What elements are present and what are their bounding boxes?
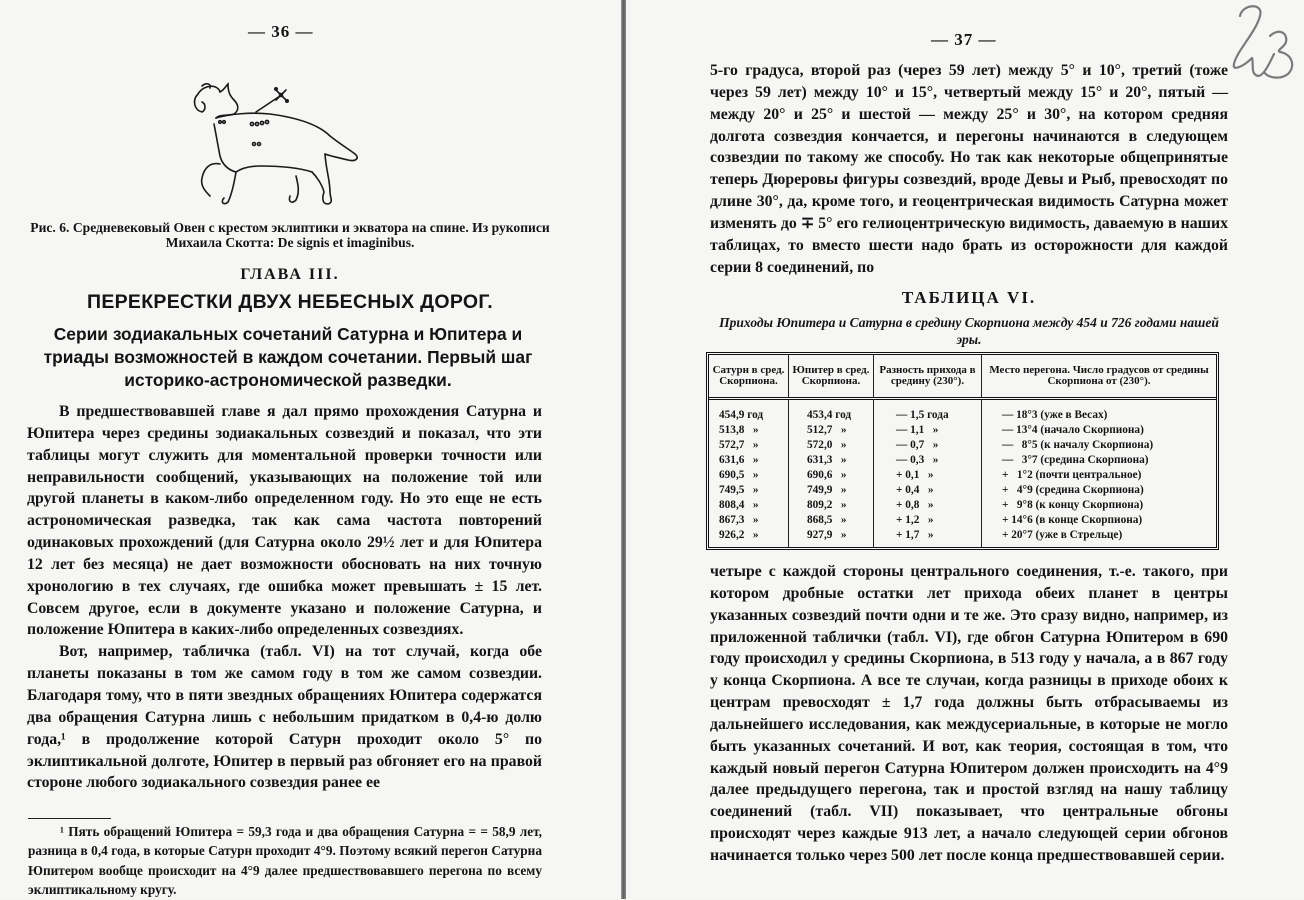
table-cell: — 8°5 (к началу Скорпиона) [1002, 439, 1154, 451]
chapter-subtitle: Серии зодиакальных сочетаний Сатурна и Юпитера и триады возможностей в каждом сочетании. Первый шаг историко-астрономической разведки. [43, 324, 533, 390]
right-body-text-top: 5-го градуса, второй раз (через 59 лет) между 5° и 10°, третий (тоже через 59 лет) между 10° и 15°, четвертый между 15° и 20°, пятый — между 20° и 25° и шестой — между 25° и 30°, на котором средняя долгота созвездия кончается, и перегоны начинаются в следующем созвездии по такому же способу. Но так как некоторые общепринятые теперь Дюреровы фигуры созвездий, вроде Девы и Рыб, превосходят по длине 30°, да, кроме того, и геоцентрическая видимость Сатурна может изменять до ∓ 5° его гелиоцентрическую видимость, даваемую в наших таблицах, то вместо шести надо брать из осторожности для каждой серии 8 соединений, по [710, 62, 1228, 276]
table-cell: 454,9 год [719, 409, 764, 421]
data-table [706, 352, 1219, 550]
table-cell: + 4°9 (средина Скорпиона) [1002, 484, 1144, 496]
table-cell: — 3°7 (средина Скорпиона) [1002, 454, 1149, 466]
table-cell: 513,8 » [719, 424, 759, 436]
table-cell: — 0,7 » [896, 439, 939, 451]
table-cell: 512,7 » [807, 424, 847, 436]
handwritten-folio-number [1230, 2, 1304, 82]
figure-caption: Рис. 6. Средневековый Овен с крестом эклиптики и экватора на спине. Из рукописи Михаила Скотта: De signis et imaginibus. [30, 220, 550, 250]
table-cell: 453,4 год [807, 409, 852, 421]
table-cell: 867,3 » [719, 514, 759, 526]
chapter-title: ПЕРЕКРЕСТКИ ДВУХ НЕБЕСНЫХ ДОРОГ. [87, 291, 493, 313]
table-cell: 690,6 » [807, 469, 847, 481]
table-header-cell: Место перегона. Число градусов от средины Скорпиона от (230°). [989, 363, 1209, 387]
page-number: — 36 — [248, 22, 314, 41]
table-header-cell: Юпитер в сред. Скорпиона. [789, 355, 874, 397]
table-header-cell: Разность прихода в средину (230°). [874, 355, 982, 397]
table-title: ТАБЛИЦА VI. [901, 288, 1037, 307]
table-cell: 631,3 » [807, 454, 847, 466]
table-column-difference [874, 400, 982, 548]
table-cell: 809,2 » [807, 499, 847, 511]
footnote: ¹ Пять обращений Юпитера = 59,3 года и два обращения Сатурна = = 58,9 лет, разница в 0,4 года, в которые Сатурн проходит 4°9. Поэтому всякий перегон Сатурна Юпитером вообще происходит на 4°9 далее предшествовавшего перегона по всему эклиптикальному кругу. [28, 824, 542, 898]
table-caption: Приходы Юпитера и Сатурна в средину Скорпиона между 454 и 726 годами нашей эры. [719, 315, 1219, 347]
table-cell: 926,2 » [719, 529, 759, 541]
right-body-text-bottom: четыре с каждой стороны центрального соединения, т.-е. такого, при котором дробные остатки лет прихода обеих планет в центры указанных созвездий почти одни и те же. Это сразу видно, например, из приложенной таблички (табл. VI), где обгон Сатурна Юпитером в 690 году происходил у средины Скорпиона, в 513 году у начала, а в 867 году у конца Скорпиона. А все те случаи, когда разницы в приходе обоих к центрам превосходят ± 1,7 года должны быть отбрасываемы из дальнейшего исследования, как междусериальные, в которые не могло быть указанных сочетаний. И вот, как теория, состоящая в том, что каждый новый перегон Сатурна Юпитером должен происходить на 4°9 далее предыдущего перегона, так и простой взгляд на нашу таблицу соединений (табл. VII) показывает, что центральные обгоны происходят через каждые 913 лет, а начало следующей серии обгонов начинается только через 500 лет после конца предшествовавшей серии. [710, 563, 1228, 864]
table-cell: 927,9 » [807, 529, 847, 541]
table-cell: + 20°7 (уже в Стрельце) [1002, 529, 1123, 541]
table-cell: + 9°8 (к концу Скорпиона) [1002, 499, 1144, 511]
table-cell: — 0,3 » [896, 454, 939, 466]
table-column-location [982, 400, 1216, 548]
table-cell: + 14°6 (в конце Скорпиона) [1002, 514, 1143, 526]
table-cell: — 1,5 года [896, 409, 949, 421]
table-cell: + 1,2 » [896, 514, 934, 526]
paragraph: Вот, например, табличка (табл. VI) на тот случай, когда обе планеты показаны в том же самом году в том же самом созвездии. Благодаря тому, что в пяти звездных обращениях Юпитера содержатся два обращения Сатурна лишь с небольшим придатком в 0,4-ю долю года,¹ в продолжение которой Сатурн проходит около 5° по эклиптикальной долготе, Юпитер в первый раз обгоняет его на правой стороне любого зодиакального созвездия ранее ее [27, 643, 542, 792]
table-cell: 690,5 » [719, 469, 759, 481]
table-cell: 749,5 » [719, 484, 759, 496]
table-column-saturn [709, 400, 789, 548]
page-number: — 37 — [931, 30, 997, 49]
table-cell: 808,4 » [719, 499, 759, 511]
table-body [709, 400, 1216, 548]
table-cell: 572,7 » [719, 439, 759, 451]
chapter-label: ГЛАВА III. [240, 266, 340, 283]
table-cell: 572,0 » [807, 439, 847, 451]
table-cell: — 18°3 (уже в Весах) [1002, 409, 1108, 421]
table-header-row [709, 355, 1216, 400]
table-cell: + 0,4 » [896, 484, 934, 496]
table-cell: 631,6 » [719, 454, 759, 466]
footnote-divider [28, 818, 111, 819]
table-cell: + 0,1 » [896, 469, 934, 481]
left-page [0, 0, 622, 899]
table-cell: + 1°2 (почти центральное) [1002, 469, 1142, 481]
table-header-cell: Сатурн в сред. Скорпиона. [709, 355, 789, 397]
table-cell: + 0,8 » [896, 499, 934, 511]
table-cell: — 13°4 (начало Скорпиона) [1002, 424, 1144, 436]
right-page [626, 0, 1304, 899]
table-cell: 749,9 » [807, 484, 847, 496]
left-body-text [27, 401, 542, 794]
paragraph: В предшествовавшей главе я дал прямо прохождения Сатурна и Юпитера через средины зодиакальных созвездий и показал, что эти таблицы могут служить для моментальной проверки точности или неправильности сообщений, указывающих на положение той или другой планеты в каком-либо определенном году. Но это еще не есть астрономическая разведка, так как сама частота повторений одинаковых прохождений (для Сатурна около 29½ лет и для Юпитера 12 лет без месяца) не дает возможности обосновать на них точную хронологию в тех случаях, где ошибка может превышать ± 15 лет. Совсем другое, если в документе указано и положение Сатурна, и положение Юпитера в каких-либо определенных созвездиях. [27, 403, 542, 639]
table-cell: — 1,1 » [896, 424, 939, 436]
table-column-jupiter [789, 400, 874, 548]
aries-ram-illustration [180, 80, 390, 212]
table-cell: + 1,7 » [896, 529, 934, 541]
table-cell: 868,5 » [807, 514, 847, 526]
